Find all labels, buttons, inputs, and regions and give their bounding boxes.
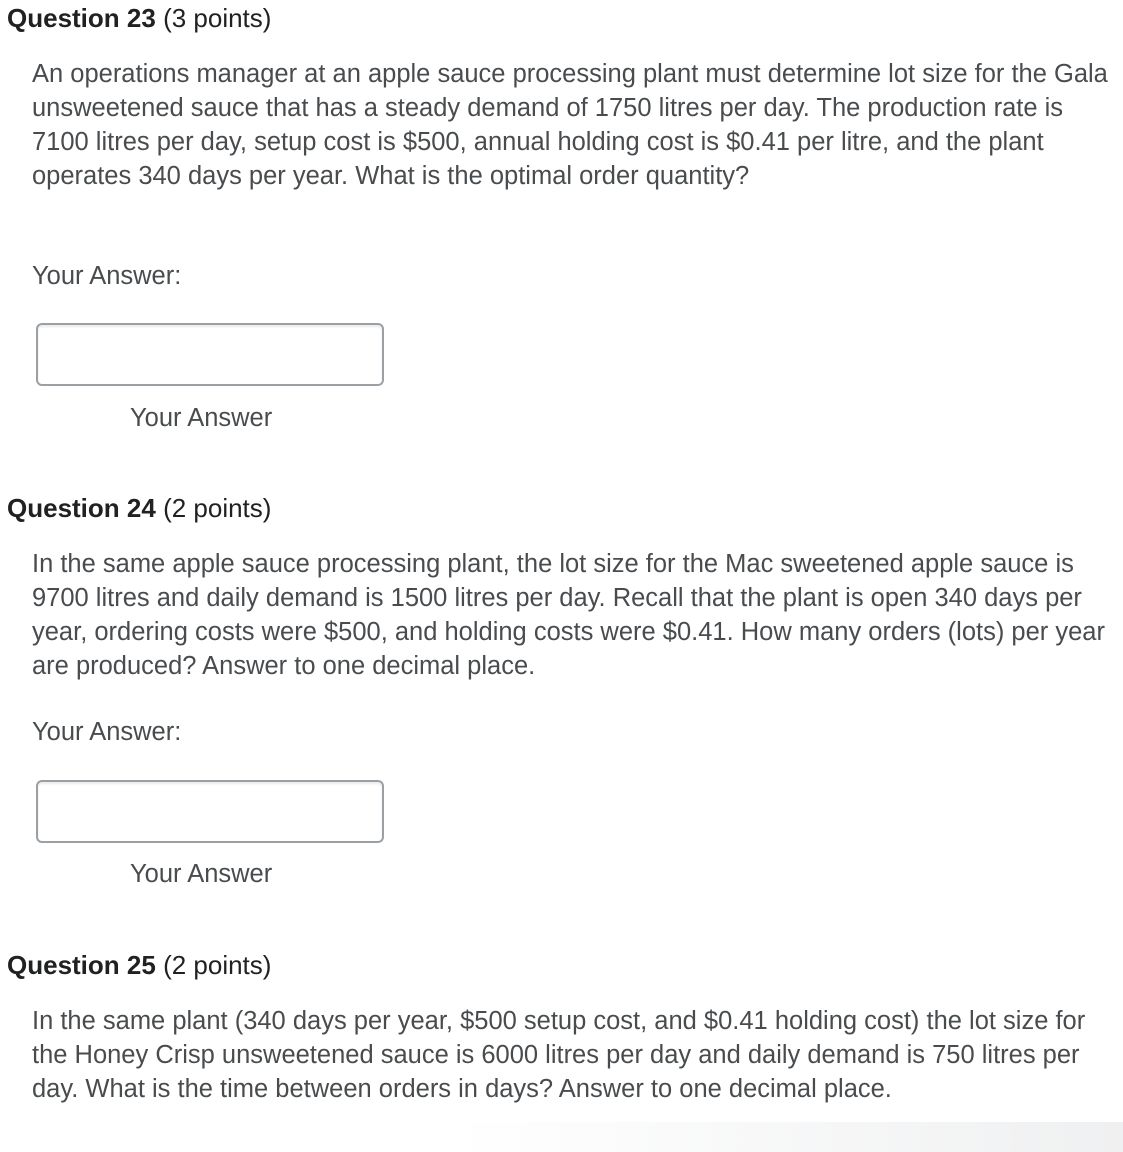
- question-24-answer-caption: Your Answer: [130, 860, 273, 888]
- question-24-title: Question 24: [7, 493, 156, 523]
- question-24-answer-label: Your Answer:: [32, 718, 182, 746]
- question-25-header: [7, 949, 271, 981]
- question-24-answer-input[interactable]: [36, 780, 384, 843]
- question-23-answer-input[interactable]: [36, 323, 384, 386]
- question-24-points: (2 points): [163, 493, 272, 523]
- question-23-answer-caption: Your Answer: [130, 404, 273, 432]
- question-23-points: (3 points): [163, 3, 272, 33]
- question-24-text: In the same apple sauce processing plant, the lot size for the Mac sweetened apple sauce is 9700 litres and daily demand is 1500 litres per day. Recall that the plant is open 340 days per year, ordering costs were $500, and holding costs were $0.41. How many orders (lots) per year are produced? Answer to one decimal place.: [32, 550, 1105, 680]
- question-25-points: (2 points): [163, 950, 272, 980]
- question-25-title: Question 25: [7, 950, 156, 980]
- question-23-text: An operations manager at an apple sauce processing plant must determine lot size for the Gala unsweetened sauce that has a steady demand of 1750 litres per day. The production rate is 7100 litres per day, setup cost is $500, annual holding cost is $0.41 per litre, and the plant operates 340 days per year. What is the optimal order quantity?: [32, 60, 1108, 190]
- question-23-title: Question 23: [7, 3, 156, 33]
- bottom-shadow: [0, 1122, 1123, 1152]
- question-23-answer-label: Your Answer:: [32, 262, 182, 290]
- question-23-header: [7, 2, 271, 34]
- question-24-header: [7, 492, 271, 524]
- question-25-text: In the same plant (340 days per year, $500 setup cost, and $0.41 holding cost) the lot size for the Honey Crisp unsweetened sauce is 6000 litres per day and daily demand is 750 litres per day. What is the time between orders in days? Answer to one decimal place.: [32, 1007, 1086, 1103]
